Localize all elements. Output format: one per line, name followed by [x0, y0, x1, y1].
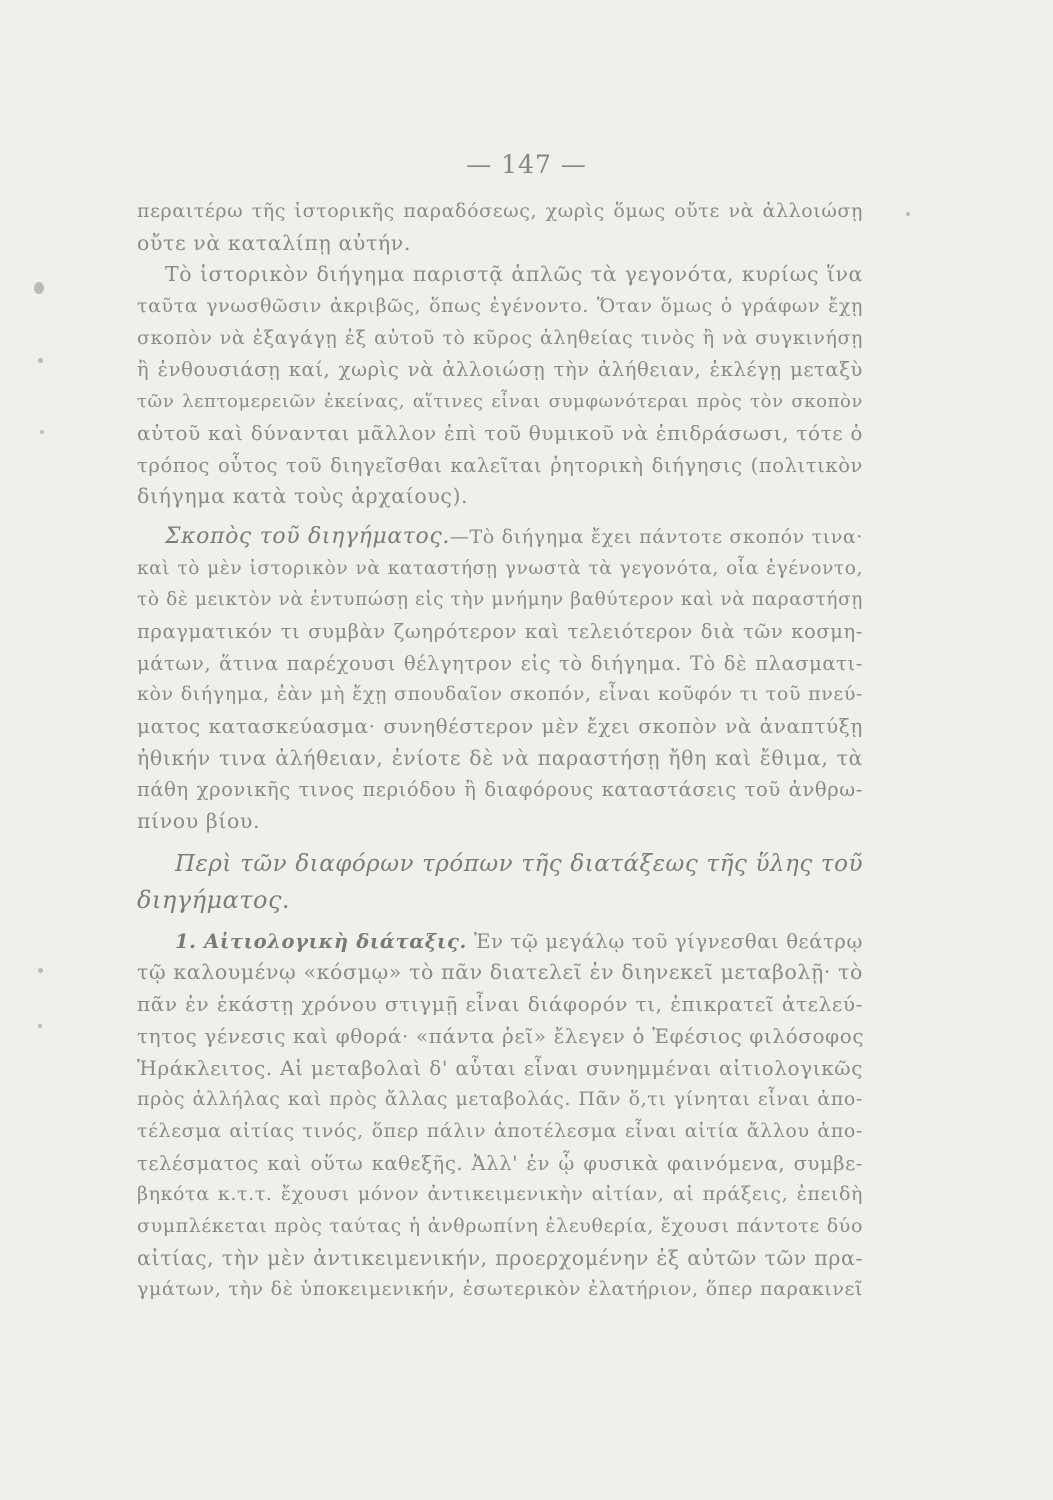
text-line [137, 926, 863, 958]
text-line: τητος γένεσις καὶ φθορά· «πάντα ῥεῖ» ἔλεγεν ὁ Ἐφέσιος φιλόσοφος [137, 1023, 865, 1048]
paragraph-continuation [137, 196, 863, 259]
text-line: καὶ τὸ μὲν ἱστορικὸν νὰ καταστήσῃ γνωστὰ τὰ γεγονότα, οἷα ἐγένοντο, [137, 557, 863, 579]
text-line: αὐτοῦ καὶ δύνανται μᾶλλον ἐπὶ τοῦ θυμικοῦ νὰ ἐπιδράσωσι, τότε ὁ [137, 420, 863, 445]
paragraph-historical-narrative [137, 259, 863, 513]
text-line: γμάτων, τὴν δὲ ὑποκειμενικήν, ἐσωτερικὸν ἐλατήριον, ὅπερ παρακινεῖ [137, 1278, 863, 1301]
text-line: βηκότα κ.τ.τ. ἔχουσι μόνον ἀντικειμενικὴν αἰτίαν, αἱ πράξεις, ἐπειδὴ [137, 1183, 863, 1206]
text-line: Τὸ ἱστορικὸν διήγημα παριστᾷ ἁπλῶς τὰ γεγονότα, κυρίως ἵνα [165, 262, 863, 287]
text-line: τελέσματος καὶ οὕτω καθεξῆς. Ἀλλ' ἐν ᾧ φυσικὰ φαινόμενα, συμβε- [137, 1151, 863, 1175]
run-in-heading: Σκοπὸς τοῦ διηγήματος. [165, 523, 450, 549]
text-line [137, 521, 863, 553]
section-heading-line: διηγήματος. [137, 885, 291, 914]
text-line: πραγματικόν τι συμβὰν ζωηρότερον καὶ τελειότερον διὰ τῶν κοσμη- [137, 619, 863, 643]
text-line: Ἡράκλειτος. Αἱ μεταβολαὶ δ' αὗται εἶναι συνημμέναι αἰτιολογικῶς [137, 1055, 863, 1080]
section-heading [137, 846, 863, 918]
text-line: πίνου βίου. [137, 809, 261, 834]
text-line: περαιτέρω τῆς ἱστορικῆς παραδόσεως, χωρὶς ὅμως οὔτε νὰ ἀλλοιώσῃ [137, 200, 863, 222]
text-line: σκοπὸν νὰ ἐξαγάγῃ ἐξ αὐτοῦ τὸ κῦρος ἀληθείας τινὸς ἢ νὰ συγκινήσῃ [137, 326, 863, 349]
run-in-heading: 1. Αἰτιολογικὴ διάταξις. [175, 929, 467, 953]
text-line: τρόπος οὗτος τοῦ διηγεῖσθαι καλεῖται ῥητορικὴ διήγησις (πολιτικὸν [137, 453, 863, 477]
text-line: ἢ ἐνθουσιάσῃ καί, χωρὶς νὰ ἀλλοιώσῃ τὴν ἀλήθειαν, ἐκλέγῃ μεταξὺ [137, 358, 863, 382]
text-line: μάτων, ἅτινα παρέχουσι θέλγητρον εἰς τὸ διήγημα. Τὸ δὲ πλασματι- [137, 651, 863, 675]
text-line: τῶν λεπτομερειῶν ἐκείνας, αἵτινες εἶναι συμφωνότεραι πρὸς τὸν σκοπὸν [137, 391, 863, 413]
text-line: τῷ καλουμένῳ «κόσμῳ» τὸ πᾶν διατελεῖ ἐν διηνεκεῖ μεταβολῇ· τὸ [137, 960, 863, 985]
text-line: τέλεσμα αἰτίας τινός, ὅπερ πάλιν ἀποτέλεσμα εἶναι αἰτία ἄλλου ἀπο- [137, 1119, 863, 1142]
text-line: αἰτίας, τὴν μὲν ἀντικειμενικήν, προερχομένην ἐξ αὐτῶν τῶν πρα- [137, 1245, 863, 1270]
text-run: —Τὸ διήγημα ἔχει πάντοτε σκοπόν τινα· [449, 525, 863, 548]
text-line: κὸν διήγημα, ἐὰν μὴ ἔχῃ σπουδαῖον σκοπόν, εἶναι κοῦφόν τι τοῦ πνεύ- [137, 683, 863, 706]
text-line: συμπλέκεται πρὸς ταύτας ἡ ἀνθρωπίνη ἐλευθερία, ἔχουσι πάντοτε δύο [137, 1214, 863, 1237]
text-run: Ἐν τῷ μεγάλῳ τοῦ γίγνεσθαι θεάτρῳ [473, 929, 863, 953]
scan-speck [40, 430, 44, 434]
text-line: ταῦτα γνωσθῶσιν ἀκριβῶς, ὅπως ἐγένοντο. Ὅταν ὅμως ὁ γράφων ἔχῃ [137, 295, 863, 318]
text-line: πρὸς ἀλλήλας καὶ πρὸς ἄλλας μεταβολάς. Πᾶν ὅ,τι γίνηται εἶναι ἀπο- [137, 1088, 863, 1111]
text-line: ἠθικήν τινα ἀλήθειαν, ἐνίοτε δὲ νὰ παραστήσῃ ἤθη καὶ ἔθιμα, τὰ [137, 745, 863, 770]
scan-speck [38, 358, 43, 363]
page-number: — 147 — [466, 150, 587, 179]
text-line: διήγημα κατὰ τοὺς ἀρχαίους). [137, 484, 469, 509]
scan-speck [38, 1024, 42, 1028]
scan-speck [906, 212, 910, 216]
scan-speck [38, 968, 43, 973]
text-line: οὔτε νὰ καταλίπῃ αὐτήν. [137, 230, 411, 255]
section-heading-line: Περὶ τῶν διαφόρων τρόπων τῆς διατάξεως τῆς ὕλης τοῦ [175, 850, 863, 877]
text-line: ματος κατασκεύασμα· συνηθέστερον μὲν ἔχει σκοπὸν νὰ ἀναπτύξῃ [137, 714, 863, 738]
page-body [137, 196, 863, 1306]
paragraph-purpose-of-narrative [137, 521, 863, 838]
text-line: πάθη χρονικῆς τινος περιόδου ἢ διαφόρους καταστάσεις τοῦ ἀνθρω- [137, 778, 863, 802]
text-line: τὸ δὲ μεικτὸν νὰ ἐντυπώσῃ εἰς τὴν μνήμην βαθύτερον καὶ νὰ παραστήσῃ [137, 589, 863, 611]
paragraph-causal-arrangement [137, 926, 863, 1306]
text-line: πᾶν ἐν ἑκάστῃ χρόνου στιγμῇ εἶναι διάφορόν τι, ἐπικρατεῖ ἀτελεύ- [137, 992, 863, 1017]
scan-speck [34, 282, 44, 294]
